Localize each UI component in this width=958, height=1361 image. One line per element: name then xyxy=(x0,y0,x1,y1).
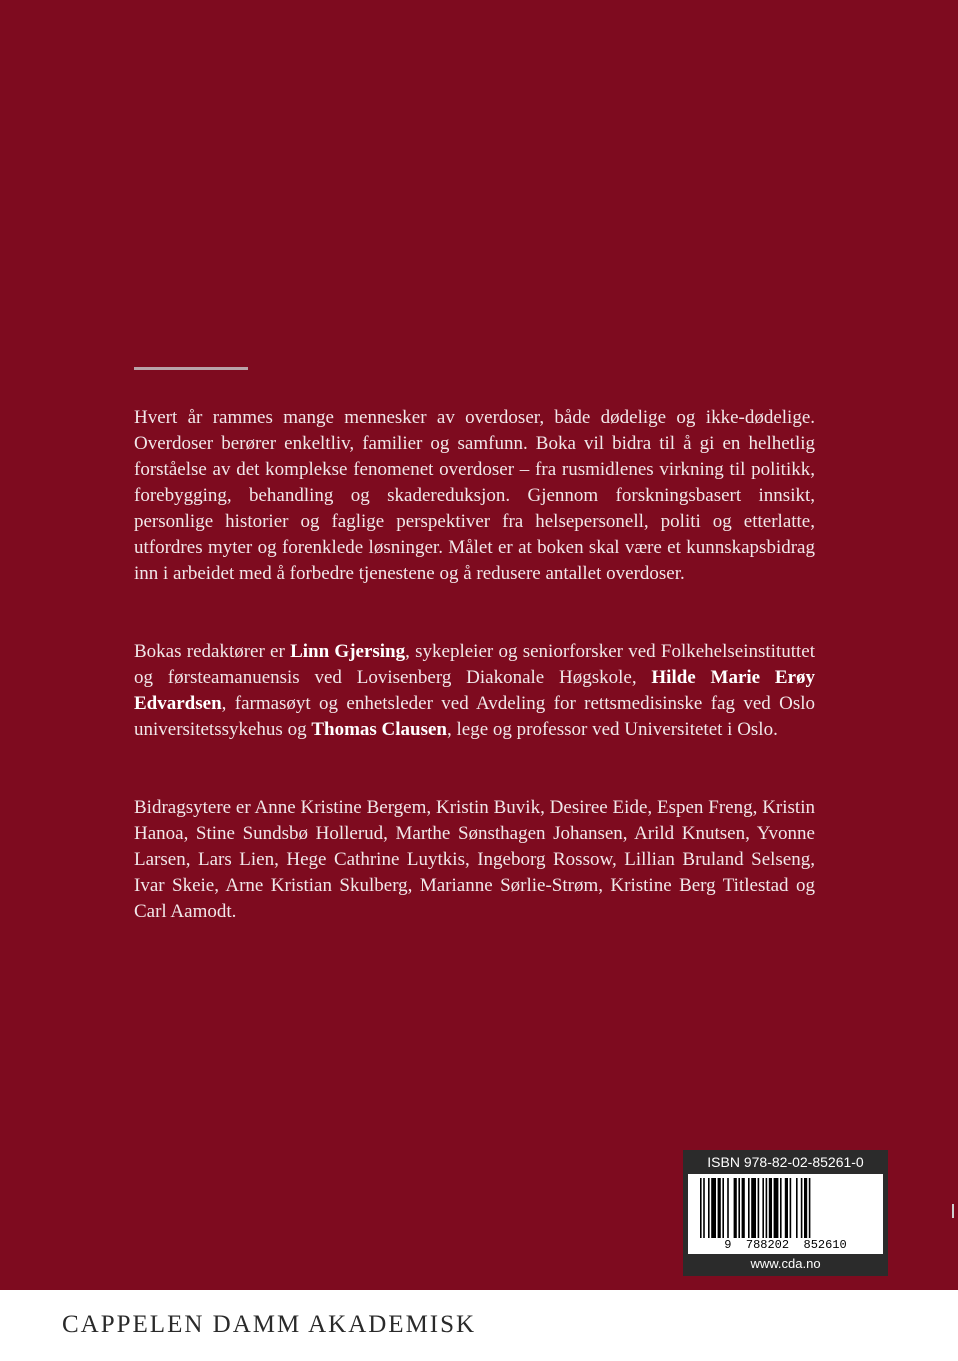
editors-text-3: , farmasøyt og enhetsleder ved Avdeling for rettsmedisinske fag ved Oslo universitetssykehus og xyxy=(134,693,815,740)
barcode-digits-left: 788202 xyxy=(745,1238,790,1252)
editors-paragraph xyxy=(134,639,815,743)
edge-mark xyxy=(952,1204,954,1218)
editor-name-1: Linn Gjersing xyxy=(290,641,406,662)
publisher-logo: CAPPELEN DAMM AKADEMISK xyxy=(62,1311,477,1338)
description-paragraph: Hvert år rammes mange mennesker av overdoser, både dødelige og ikke-dødelige. Overdoser berører enkeltliv, familier og samfunn. Boka vil bidra til å gi en helhetlig forståelse av det komplekse fenomenet overdoser – fra rusmidlenes virkning til politikk, forebygging, behandling og skadereduksjon. Gjennom forskningsbasert innsikt, personlige historier og faglige perspektiver fra helsepersonell, politi og etterlatte, utfordres myter og forenklede løsninger. Målet er at boken skal være et kunnskapsbidrag inn i arbeidet med å forbedre tjenestene og å redusere antallet overdoser. xyxy=(134,407,815,584)
editor-name-3: Thomas Clausen xyxy=(311,719,447,740)
decorative-rule xyxy=(134,367,248,370)
barcode xyxy=(688,1174,883,1254)
editors-text-2: , sykepleier og seniorforsker ved Folkehelseinstituttet og førsteamanuensis ved Lovisenberg Diakonale Høgskole, xyxy=(134,641,815,688)
isbn-label: ISBN 978-82-02-85261-0 xyxy=(707,1154,864,1170)
contributors-paragraph: Bidragsytere er Anne Kristine Bergem, Kristin Buvik, Desiree Eide, Espen Freng, Kristin Hanoa, Stine Sundsbø Hollerud, Marthe Sønsthagen Johansen, Arild Knutsen, Yvonne Larsen, Lars Lien, Hege Cathrine Luytkis, Ingeborg Rossow, Lillian Bruland Selseng, Ivar Skeie, Arne Kristian Skulberg, Marianne Sørlie-Strøm, Kristine Berg Titlestad og Carl Aamodt. xyxy=(134,797,815,922)
barcode-digits xyxy=(688,1238,883,1252)
barcode-digits-right: 852610 xyxy=(803,1238,847,1252)
editor-name-2: Hilde Marie Erøy Edvardsen xyxy=(134,667,815,714)
barcode-panel xyxy=(683,1150,888,1276)
barcode-bars-icon xyxy=(698,1178,878,1238)
barcode-digit-first: 9 xyxy=(724,1238,732,1252)
editors-text-1: Bokas redaktører er xyxy=(134,641,291,662)
publisher-url: www.cda.no xyxy=(750,1256,821,1271)
editors-text-4: , lege og professor ved Universitetet i Oslo. xyxy=(447,719,778,740)
